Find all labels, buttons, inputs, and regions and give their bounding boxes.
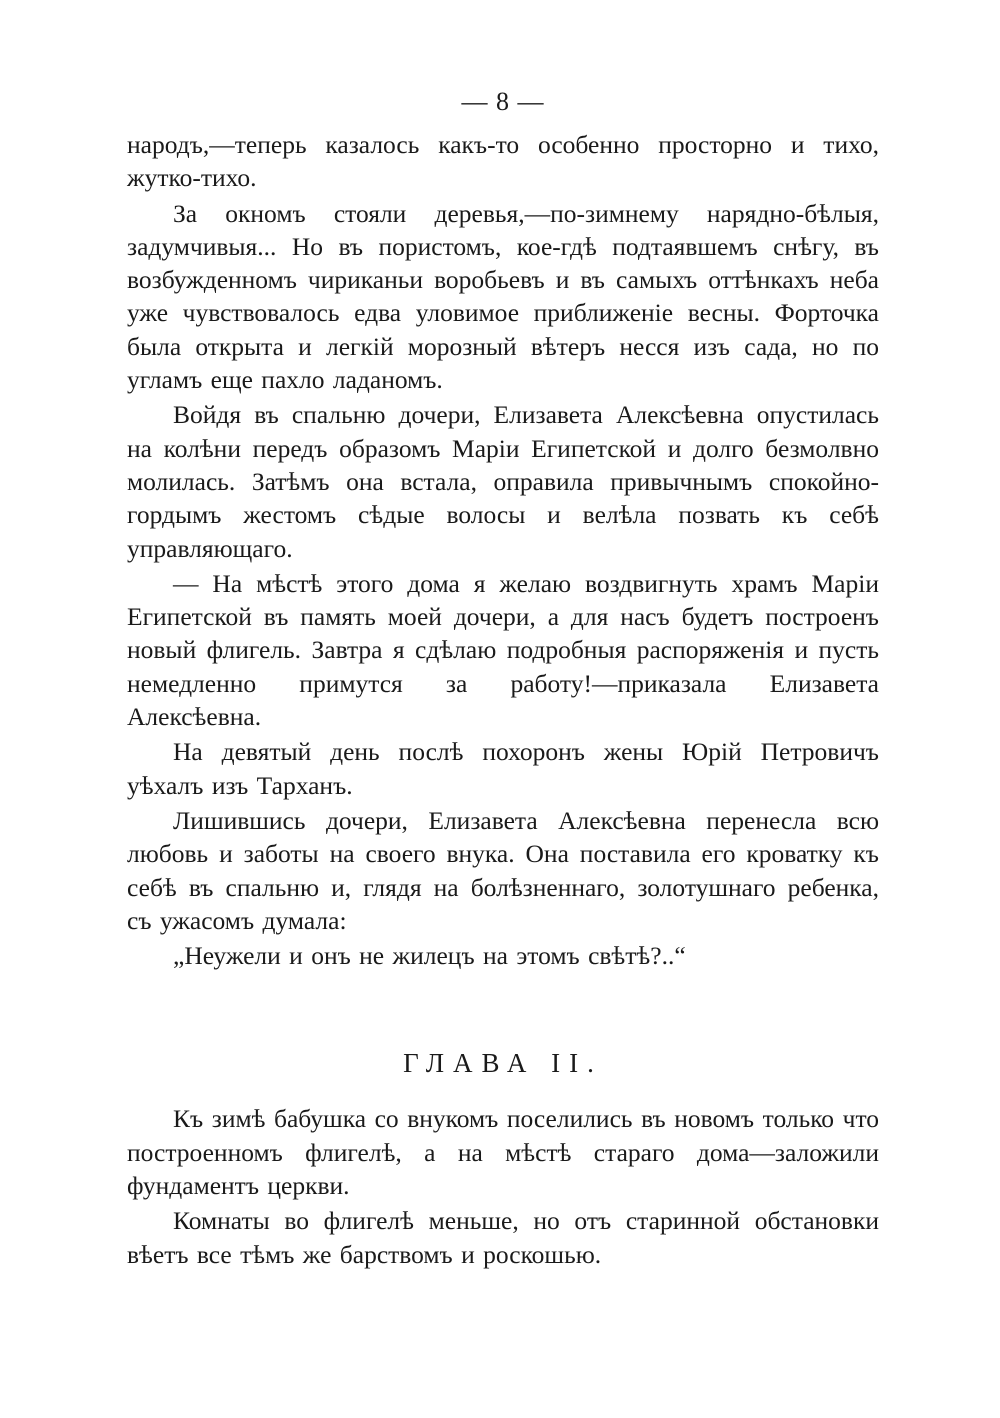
paragraph-dialogue: — На мѣстѣ этого дома я желаю воздвигнуть храмъ Марiи Египетской въ память моей дочери, а для насъ будетъ построенъ новый флигель. Завтра я сдѣлаю подробныя распоряженiя и пусть немедленно примутся за работу!—приказала Елизавета Алексѣевна. bbox=[127, 568, 879, 732]
paragraph-winter: Къ зимѣ бабушка со внукомъ поселились въ новомъ только что построенномъ флигелѣ, а на мѣстѣ стараго дома—заложили фундаментъ церкви. bbox=[127, 1104, 879, 1201]
book-page bbox=[127, 86, 879, 1273]
paragraph-continued: народъ,—теперь казалось какъ-то особенно просторно и тихо, жутко-тихо. bbox=[127, 130, 879, 193]
paragraph-thought: „Неужели и онъ не жилецъ на этомъ свѣтѣ?..“ bbox=[173, 941, 686, 971]
paragraph-window: За окномъ стояли деревья,—по-зимнему нарядно-бѣлыя, задумчивыя... Но въ пористомъ, кое-гдѣ подтаявшемъ снѣгу, въ возбужденномъ чириканьи воробьевъ и въ самыхъ оттѣнкахъ неба уже чувствовалось едва уловимое приближенiе весны. Форточка была открыта и легкiй морозный вѣтеръ несся изъ сада, но по угламъ еще пахло ладаномъ. bbox=[127, 198, 879, 395]
page-number: — 8 — bbox=[461, 87, 545, 116]
paragraph-departure: На девятый день послѣ похоронъ жены Юрiй Петровичъ уѣхалъ изъ Тарханъ. bbox=[127, 737, 879, 800]
chapter-heading: ГЛАВА II. bbox=[403, 1048, 603, 1079]
paragraph-rooms: Комнаты во флигелѣ меньше, но отъ старинной обстановки вѣетъ все тѣмъ же барствомъ и роскошью. bbox=[127, 1206, 879, 1269]
paragraph-grandson: Лишившись дочери, Елизавета Алексѣевна перенесла всю любовь и заботы на своего внука. Она поставила его кроватку къ себѣ въ спальню и, глядя на болѣзненнаго, золотушнаго ребенка, съ ужасомъ думала: bbox=[127, 805, 879, 935]
paragraph-bedroom: Войдя въ спальню дочери, Елизавета Алексѣевна опустилась на колѣни передъ образомъ Марiи Египетской и долго безмолвно молилась. Затѣмъ она встала, оправила привычнымъ спокойно-гордымъ жестомъ сѣдые волосы и велѣла позвать къ себѣ управляющаго. bbox=[127, 400, 879, 563]
